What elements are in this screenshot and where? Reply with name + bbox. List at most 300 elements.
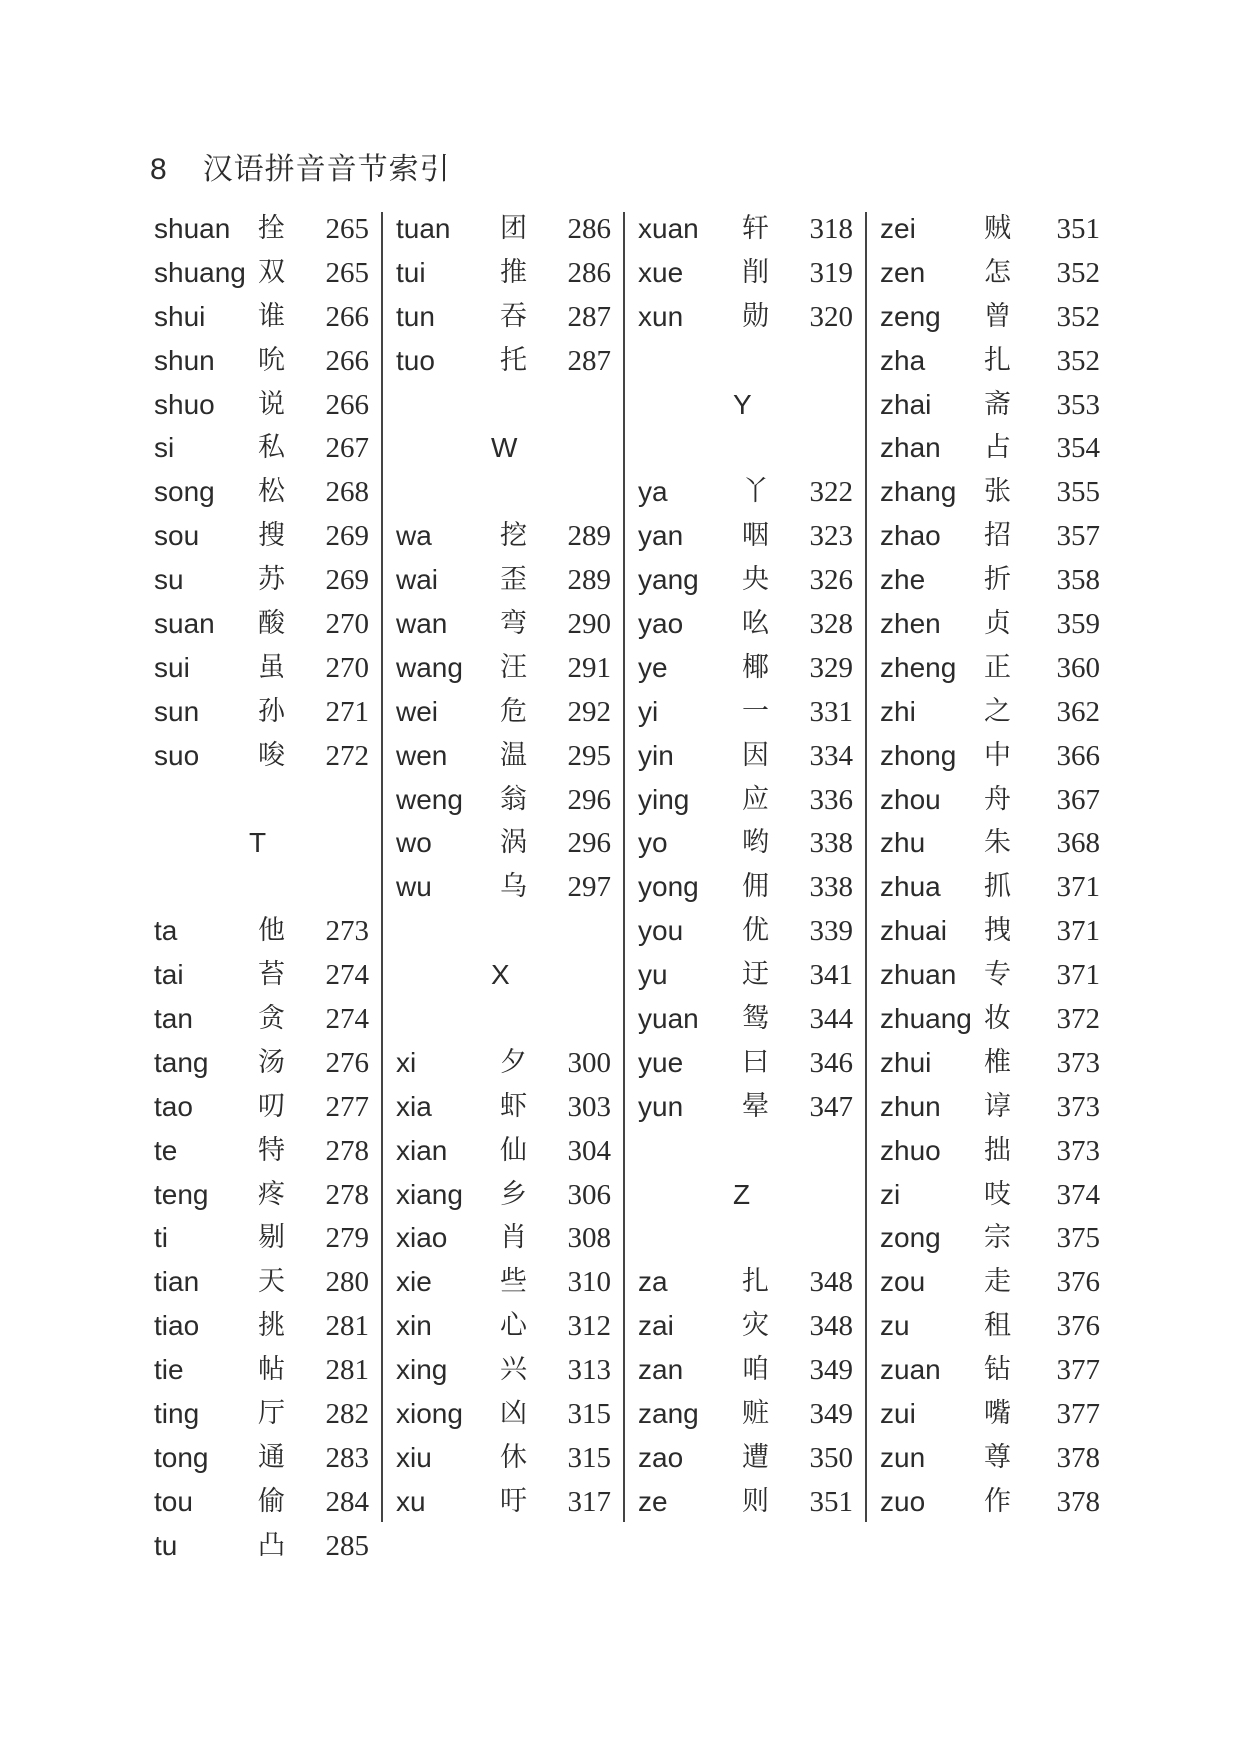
index-entry [638,779,853,823]
page-ref: 357 [1056,520,1100,553]
page-ref: 318 [809,213,853,245]
index-entry [396,252,611,296]
page-ref: 376 [1056,1310,1100,1343]
hanzi-character: 通 [258,1441,285,1473]
hanzi-character: 曾 [984,300,1011,332]
pinyin-syllable: yong [638,871,699,903]
index-entry [396,822,611,866]
index-entry [638,691,853,735]
pinyin-syllable: tun [396,300,435,332]
index-entry [396,1217,611,1261]
pinyin-syllable: zhi [880,695,916,727]
spacer-row [638,340,853,384]
index-entry [396,1261,611,1305]
pinyin-syllable: shun [154,344,215,376]
pinyin-syllable: ye [638,651,668,683]
hanzi-character: 朱 [984,827,1011,859]
hanzi-character: 天 [258,1266,285,1298]
index-column-3 [638,208,853,1525]
index-column-4 [880,208,1100,1525]
page-ref: 281 [325,1310,369,1343]
pinyin-syllable: zhao [880,520,941,552]
pinyin-syllable: tai [154,959,184,991]
hanzi-character: 凶 [500,1398,527,1430]
page-ref: 274 [325,1003,369,1036]
page-ref: 296 [567,783,611,816]
hanzi-character: 舟 [984,783,1011,815]
pinyin-syllable: xiang [396,1178,463,1210]
index-entry [638,1086,853,1130]
pinyin-syllable: you [638,915,684,947]
pinyin-syllable: xie [396,1266,432,1298]
index-entry [396,208,611,252]
index-entry [638,1393,853,1437]
spacer-row [638,1217,853,1261]
page-ref: 377 [1056,1354,1100,1387]
hanzi-character: 吮 [258,344,285,376]
page-ref: 315 [567,1441,611,1474]
index-entry [154,559,369,603]
hanzi-character: 吞 [500,300,527,332]
pinyin-syllable: xiao [396,1222,448,1254]
hanzi-character: 歪 [500,564,527,596]
index-entry [880,691,1100,735]
index-entry [880,515,1100,559]
pinyin-syllable: tuo [396,344,435,376]
hanzi-character: 推 [500,256,527,288]
page-ref: 319 [809,256,853,289]
pinyin-syllable: shuang [154,256,246,288]
index-entry [638,647,853,691]
hanzi-character: 吁 [500,1485,527,1517]
hanzi-character: 汤 [258,1046,285,1078]
hanzi-character: 汪 [500,651,527,683]
index-entry [880,1481,1100,1525]
pinyin-syllable: yo [638,827,668,859]
pinyin-syllable: zhong [880,739,957,771]
page-ref: 308 [567,1222,611,1255]
pinyin-syllable: xiong [396,1398,463,1430]
page-ref: 266 [325,344,369,377]
index-entry [396,647,611,691]
pinyin-syllable: shuan [154,213,231,244]
pinyin-syllable: wan [396,608,448,640]
hanzi-character: 扎 [742,1266,769,1298]
hanzi-character: 肖 [500,1222,527,1254]
hanzi-character: 贞 [984,608,1011,640]
index-entry [638,252,853,296]
page-ref: 283 [325,1441,369,1474]
pinyin-syllable: zei [880,213,916,244]
page-ref: 331 [809,695,853,728]
hanzi-character: 谁 [258,300,285,332]
hanzi-character: 孙 [258,695,285,727]
pinyin-syllable: yin [638,739,674,771]
hanzi-character: 危 [500,695,527,727]
page-ref: 348 [809,1310,853,1343]
page-ref: 334 [809,739,853,772]
page-ref: 373 [1056,1134,1100,1167]
pinyin-syllable: yi [638,695,659,727]
pinyin-syllable: zuo [880,1485,926,1517]
index-entry [638,515,853,559]
hanzi-character: 占 [984,432,1011,464]
hanzi-character: 偷 [258,1485,285,1517]
section-heading-row [154,822,369,866]
section-heading-row [396,954,611,998]
page-ref: 279 [325,1222,369,1255]
page-header [150,150,451,190]
index-entry [880,1217,1100,1261]
pinyin-syllable: zong [880,1222,941,1254]
hanzi-character: 些 [500,1266,527,1298]
pinyin-syllable: yu [638,959,668,991]
index-entry [638,1261,853,1305]
pinyin-syllable: zun [880,1441,926,1473]
index-entry [396,1130,611,1174]
index-entry [880,603,1100,647]
page-number: 8 [150,153,167,186]
pinyin-syllable: zhuang [880,1003,972,1035]
pinyin-syllable: zhang [880,476,957,508]
pinyin-syllable: tou [154,1485,193,1517]
hanzi-character: 温 [500,739,527,771]
page-ref: 347 [809,1090,853,1123]
page-ref: 282 [325,1398,369,1431]
hanzi-character: 钻 [984,1354,1011,1386]
hanzi-character: 哟 [742,827,769,859]
index-entry [396,1437,611,1481]
hanzi-character: 央 [742,564,769,596]
index-entry [154,1393,369,1437]
pinyin-syllable: ying [638,783,690,815]
section-letter: Y [733,388,752,420]
pinyin-syllable: xia [396,1090,432,1122]
index-entry [880,340,1100,384]
hanzi-character: 正 [984,651,1011,683]
pinyin-syllable: zhuai [880,915,947,947]
index-entry [396,1174,611,1218]
pinyin-syllable: yang [638,564,699,596]
index-entry [396,559,611,603]
index-entry [880,998,1100,1042]
pinyin-syllable: wen [396,739,448,771]
index-entry [396,1086,611,1130]
pinyin-syllable: zen [880,256,926,288]
hanzi-character: 嘴 [984,1398,1011,1430]
page-ref: 362 [1056,695,1100,728]
page-ref: 373 [1056,1046,1100,1079]
page-ref: 284 [325,1485,369,1518]
pinyin-syllable: yue [638,1046,684,1078]
page-ref: 289 [567,520,611,553]
index-entry [880,1174,1100,1218]
page-ref: 344 [809,1003,853,1036]
index-entry [880,1086,1100,1130]
hanzi-character: 妆 [984,1003,1011,1035]
hanzi-character: 挑 [258,1310,285,1342]
page-ref: 300 [567,1046,611,1079]
section-heading-row [396,427,611,471]
pinyin-syllable: suan [154,608,215,640]
page-ref: 366 [1056,739,1100,772]
index-column-2 [396,208,611,1525]
pinyin-syllable: zuan [880,1354,941,1386]
index-entry [638,559,853,603]
page-ref: 287 [567,300,611,333]
page-ref: 315 [567,1398,611,1431]
index-entry [396,691,611,735]
index-column-1 [154,208,369,1569]
page-ref: 281 [325,1354,369,1387]
page-ref: 313 [567,1354,611,1387]
pinyin-syllable: zui [880,1398,916,1430]
hanzi-character: 咽 [742,520,769,552]
spacer-row [396,910,611,954]
pinyin-syllable: tang [154,1046,209,1078]
pinyin-syllable: sou [154,520,200,552]
hanzi-character: 休 [500,1441,527,1473]
hanzi-character: 张 [984,476,1011,508]
hanzi-character: 拴 [258,213,285,244]
page-ref: 351 [1056,213,1100,245]
index-entry [396,866,611,910]
page-ref: 341 [809,959,853,992]
section-letter: W [491,432,518,464]
index-entry [880,1305,1100,1349]
page-ref: 375 [1056,1222,1100,1255]
spacer-row [154,866,369,910]
index-entry [154,515,369,559]
pinyin-syllable: xian [396,1134,448,1166]
pinyin-syllable: tiao [154,1310,200,1342]
index-entry [154,427,369,471]
pinyin-syllable: tui [396,256,426,288]
hanzi-character: 弯 [500,608,527,640]
pinyin-syllable: tuan [396,213,451,244]
section-heading-row [638,1174,853,1218]
hanzi-character: 抓 [984,871,1011,903]
pinyin-syllable: ta [154,915,178,947]
page-ref: 296 [567,827,611,860]
page-ref: 265 [325,256,369,289]
page-ref: 277 [325,1090,369,1123]
pinyin-syllable: zi [880,1178,901,1210]
pinyin-syllable: zai [638,1310,674,1342]
hanzi-character: 虽 [258,651,285,683]
pinyin-syllable: xun [638,300,684,332]
hanzi-character: 贼 [984,213,1011,244]
pinyin-syllable: yao [638,608,684,640]
index-entry [396,1042,611,1086]
hanzi-character: 遭 [742,1441,769,1473]
index-entry [880,296,1100,340]
pinyin-syllable: xi [396,1046,417,1078]
index-entry [638,1042,853,1086]
index-entry [880,1393,1100,1437]
pinyin-syllable: xue [638,256,684,288]
hanzi-character: 吱 [984,1178,1011,1210]
page-ref: 355 [1056,476,1100,509]
page-ref: 352 [1056,344,1100,377]
pinyin-syllable: tu [154,1529,178,1561]
page-ref: 358 [1056,564,1100,597]
hanzi-character: 咱 [742,1354,769,1386]
index-entry [154,208,369,252]
hanzi-character: 虾 [500,1090,527,1122]
page-ref: 276 [325,1046,369,1079]
page-ref: 269 [325,564,369,597]
page-ref: 272 [325,739,369,772]
page-ref: 353 [1056,388,1100,421]
page-ref: 351 [809,1485,853,1518]
index-entry [154,1086,369,1130]
pinyin-syllable: wa [396,520,432,552]
index-entry [154,691,369,735]
pinyin-syllable: ya [638,476,668,508]
index-entry [880,910,1100,954]
page-ref: 346 [809,1046,853,1079]
pinyin-syllable: zhun [880,1090,941,1122]
pinyin-syllable: wang [396,651,463,683]
index-entry [880,779,1100,823]
column-divider [623,212,625,1522]
page-ref: 271 [325,695,369,728]
pinyin-syllable: yan [638,520,684,552]
page-ref: 303 [567,1090,611,1123]
page-ref: 320 [809,300,853,333]
hanzi-character: 中 [984,739,1011,771]
index-entry [154,1130,369,1174]
page-ref: 352 [1056,256,1100,289]
hanzi-character: 松 [258,476,285,508]
index-entry [154,340,369,384]
pinyin-syllable: suo [154,739,200,771]
index-entry [154,1525,369,1569]
hanzi-character: 佣 [742,871,769,903]
pinyin-syllable: xuan [638,213,699,244]
hanzi-character: 私 [258,432,285,464]
index-entry [154,1481,369,1525]
spacer-row [638,1130,853,1174]
hanzi-character: 招 [984,520,1011,552]
index-entry [396,1305,611,1349]
hanzi-character: 椰 [742,651,769,683]
section-letter: X [491,959,510,991]
spacer-row [396,384,611,428]
page-ref: 289 [567,564,611,597]
hanzi-character: 托 [500,344,527,376]
hanzi-character: 翁 [500,783,527,815]
index-entry [396,603,611,647]
pinyin-syllable: zhen [880,608,941,640]
pinyin-syllable: teng [154,1178,209,1210]
hanzi-character: 双 [258,256,285,288]
hanzi-character: 则 [742,1485,769,1517]
hanzi-character: 之 [984,695,1011,727]
page-ref: 377 [1056,1398,1100,1431]
pinyin-syllable: tan [154,1003,193,1035]
hanzi-character: 叨 [258,1090,285,1122]
hanzi-character: 走 [984,1266,1011,1298]
index-entry [880,471,1100,515]
page-ref: 273 [325,915,369,948]
index-entry [880,1261,1100,1305]
pinyin-syllable: sun [154,695,200,727]
index-entry [154,1437,369,1481]
page-ref: 329 [809,651,853,684]
pinyin-syllable: xin [396,1310,432,1342]
hanzi-character: 丫 [742,476,769,508]
index-entry [880,384,1100,428]
page-ref: 336 [809,783,853,816]
pinyin-syllable: ting [154,1398,200,1430]
pinyin-syllable: zheng [880,651,957,683]
hanzi-character: 迂 [742,959,769,991]
pinyin-syllable: zhou [880,783,941,815]
page-ref: 322 [809,476,853,509]
hanzi-character: 兴 [500,1354,527,1386]
index-entry [638,1437,853,1481]
hanzi-character: 因 [742,739,769,771]
hanzi-character: 乌 [500,871,527,903]
page-ref: 286 [567,213,611,245]
hanzi-character: 团 [500,213,527,244]
pinyin-syllable: zan [638,1354,684,1386]
index-entry [638,1305,853,1349]
page-ref: 323 [809,520,853,553]
pinyin-syllable: zou [880,1266,926,1298]
page-ref: 280 [325,1266,369,1299]
pinyin-syllable: weng [396,783,463,815]
page-ref: 266 [325,300,369,333]
index-entry [154,1261,369,1305]
index-entry [880,1349,1100,1393]
pinyin-syllable: song [154,476,215,508]
hanzi-character: 疼 [258,1178,285,1210]
index-entry [154,471,369,515]
page-ref: 372 [1056,1003,1100,1036]
hanzi-character: 搜 [258,520,285,552]
index-entry [396,340,611,384]
index-entry [396,1393,611,1437]
pinyin-syllable: za [638,1266,668,1298]
pinyin-syllable: zu [880,1310,910,1342]
hanzi-character: 一 [742,695,769,727]
spacer-row [154,779,369,823]
hanzi-character: 厅 [258,1398,285,1430]
page-ref: 266 [325,388,369,421]
pinyin-syllable: shui [154,300,206,332]
pinyin-syllable: tong [154,1441,209,1473]
pinyin-syllable: zhai [880,388,932,420]
pinyin-syllable: sui [154,651,190,683]
page-ref: 360 [1056,651,1100,684]
page-ref: 367 [1056,783,1100,816]
pinyin-syllable: zhua [880,871,941,903]
index-entry [396,515,611,559]
page-ref: 278 [325,1178,369,1211]
index-entry [638,954,853,998]
index-entry [396,779,611,823]
index-entry [638,735,853,779]
index-entry [154,998,369,1042]
page-ref: 373 [1056,1090,1100,1123]
hanzi-character: 优 [742,915,769,947]
pinyin-syllable: xu [396,1485,426,1517]
pinyin-syllable: zao [638,1441,684,1473]
pinyin-syllable: shuo [154,388,215,420]
